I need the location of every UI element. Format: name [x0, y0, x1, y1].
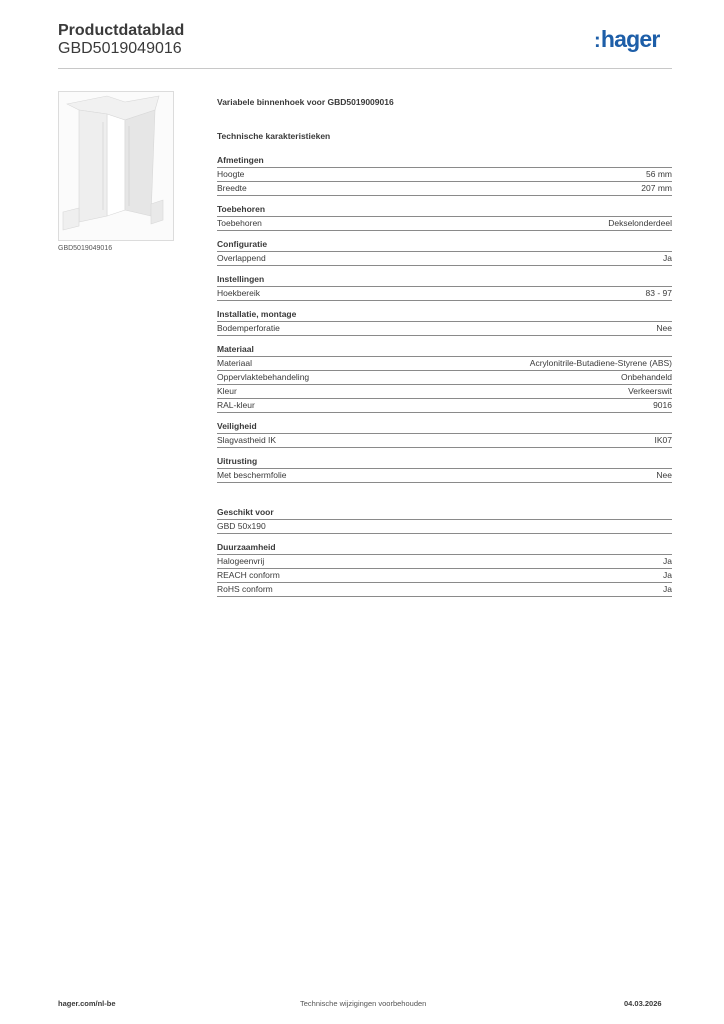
spec-value: Acrylonitrile-Butadiene-Styrene (ABS) — [529, 358, 672, 368]
spec-row — [217, 469, 672, 483]
spec-label: Bodemperforatie — [217, 323, 280, 333]
spec-label: RoHS conform — [217, 584, 273, 594]
spec-value: Onbehandeld — [620, 372, 672, 382]
spec-label: Kleur — [217, 386, 237, 396]
spec-label: GBD 50x190 — [217, 521, 266, 531]
spec-section — [217, 239, 672, 266]
spec-value: Ja — [663, 253, 672, 263]
spec-section — [217, 542, 672, 597]
spec-section — [217, 344, 672, 413]
page-title: Productdatablad — [58, 22, 185, 39]
spec-section — [217, 456, 672, 483]
section-title: Instellingen — [217, 274, 672, 287]
section-title: Veiligheid — [217, 421, 672, 434]
spec-row — [217, 569, 672, 583]
footer-date: 04.03.2026 — [624, 999, 662, 1008]
product-title: Variabele binnenhoek voor GBD5019009016 — [217, 97, 394, 107]
spec-value: 9016 — [653, 400, 672, 410]
spec-section — [217, 204, 672, 231]
section-title: Afmetingen — [217, 155, 672, 168]
spec-row — [217, 371, 672, 385]
spec-row — [217, 168, 672, 182]
spec-value: Ja — [663, 584, 672, 594]
spec-section — [217, 507, 672, 534]
spec-section — [217, 274, 672, 301]
section-title: Uitrusting — [217, 456, 672, 469]
section-title: Geschikt voor — [217, 507, 672, 520]
spec-label: Halogeenvrij — [217, 556, 265, 566]
spec-row — [217, 583, 672, 597]
spec-value: Ja — [663, 556, 672, 566]
logo-text: hager — [600, 26, 660, 52]
spec-value: 83 - 97 — [645, 288, 672, 298]
spec-row — [217, 287, 672, 301]
section-title: Installatie, montage — [217, 309, 672, 322]
hager-logo: :hager — [594, 26, 660, 52]
section-title: Toebehoren — [217, 204, 672, 217]
spec-label: Materiaal — [217, 358, 252, 368]
tech-heading: Technische karakteristieken — [217, 131, 331, 141]
spec-sections — [217, 155, 672, 597]
spec-label: Hoogte — [217, 169, 245, 179]
product-code: GBD5019049016 — [58, 40, 182, 57]
spec-label: Breedte — [217, 183, 247, 193]
spec-label: Met beschermfolie — [217, 470, 287, 480]
spec-row — [217, 520, 672, 534]
spec-value: Dekselonderdeel — [608, 218, 672, 228]
product-photo-icon — [59, 92, 173, 240]
header-divider — [58, 68, 672, 69]
spec-content — [217, 97, 672, 605]
spec-row — [217, 434, 672, 448]
spec-label: Overlappend — [217, 253, 266, 263]
spec-row — [217, 252, 672, 266]
spec-row — [217, 182, 672, 196]
spec-label: RAL-kleur — [217, 400, 255, 410]
spec-label: Slagvastheid IK — [217, 435, 277, 445]
spec-row — [217, 385, 672, 399]
spec-label: Oppervlaktebehandeling — [217, 372, 310, 382]
spec-value: Ja — [663, 570, 672, 580]
spec-row — [217, 399, 672, 413]
spec-row — [217, 322, 672, 336]
section-title: Duurzaamheid — [217, 542, 672, 555]
product-image — [58, 91, 174, 241]
spec-value: IK07 — [654, 435, 672, 445]
section-title: Materiaal — [217, 344, 672, 357]
spec-section — [217, 421, 672, 448]
spec-section — [217, 309, 672, 336]
spec-row — [217, 555, 672, 569]
spec-row — [217, 217, 672, 231]
footer-notice: Technische wijzigingen voorbehouden — [300, 999, 427, 1008]
spec-label: Toebehoren — [217, 218, 262, 228]
footer-website: hager.com/nl-be — [58, 999, 116, 1008]
spec-value: 207 mm — [641, 183, 672, 193]
spec-value: Verkeerswit — [628, 386, 672, 396]
spec-label: Hoekbereik — [217, 288, 260, 298]
spec-value: Nee — [656, 470, 672, 480]
image-caption: GBD5019049016 — [58, 245, 113, 252]
spec-row — [217, 357, 672, 371]
spec-label: REACH conform — [217, 570, 280, 580]
section-title: Configuratie — [217, 239, 672, 252]
spec-value: 56 mm — [646, 169, 672, 179]
spec-value: Nee — [656, 323, 672, 333]
spec-section — [217, 155, 672, 196]
